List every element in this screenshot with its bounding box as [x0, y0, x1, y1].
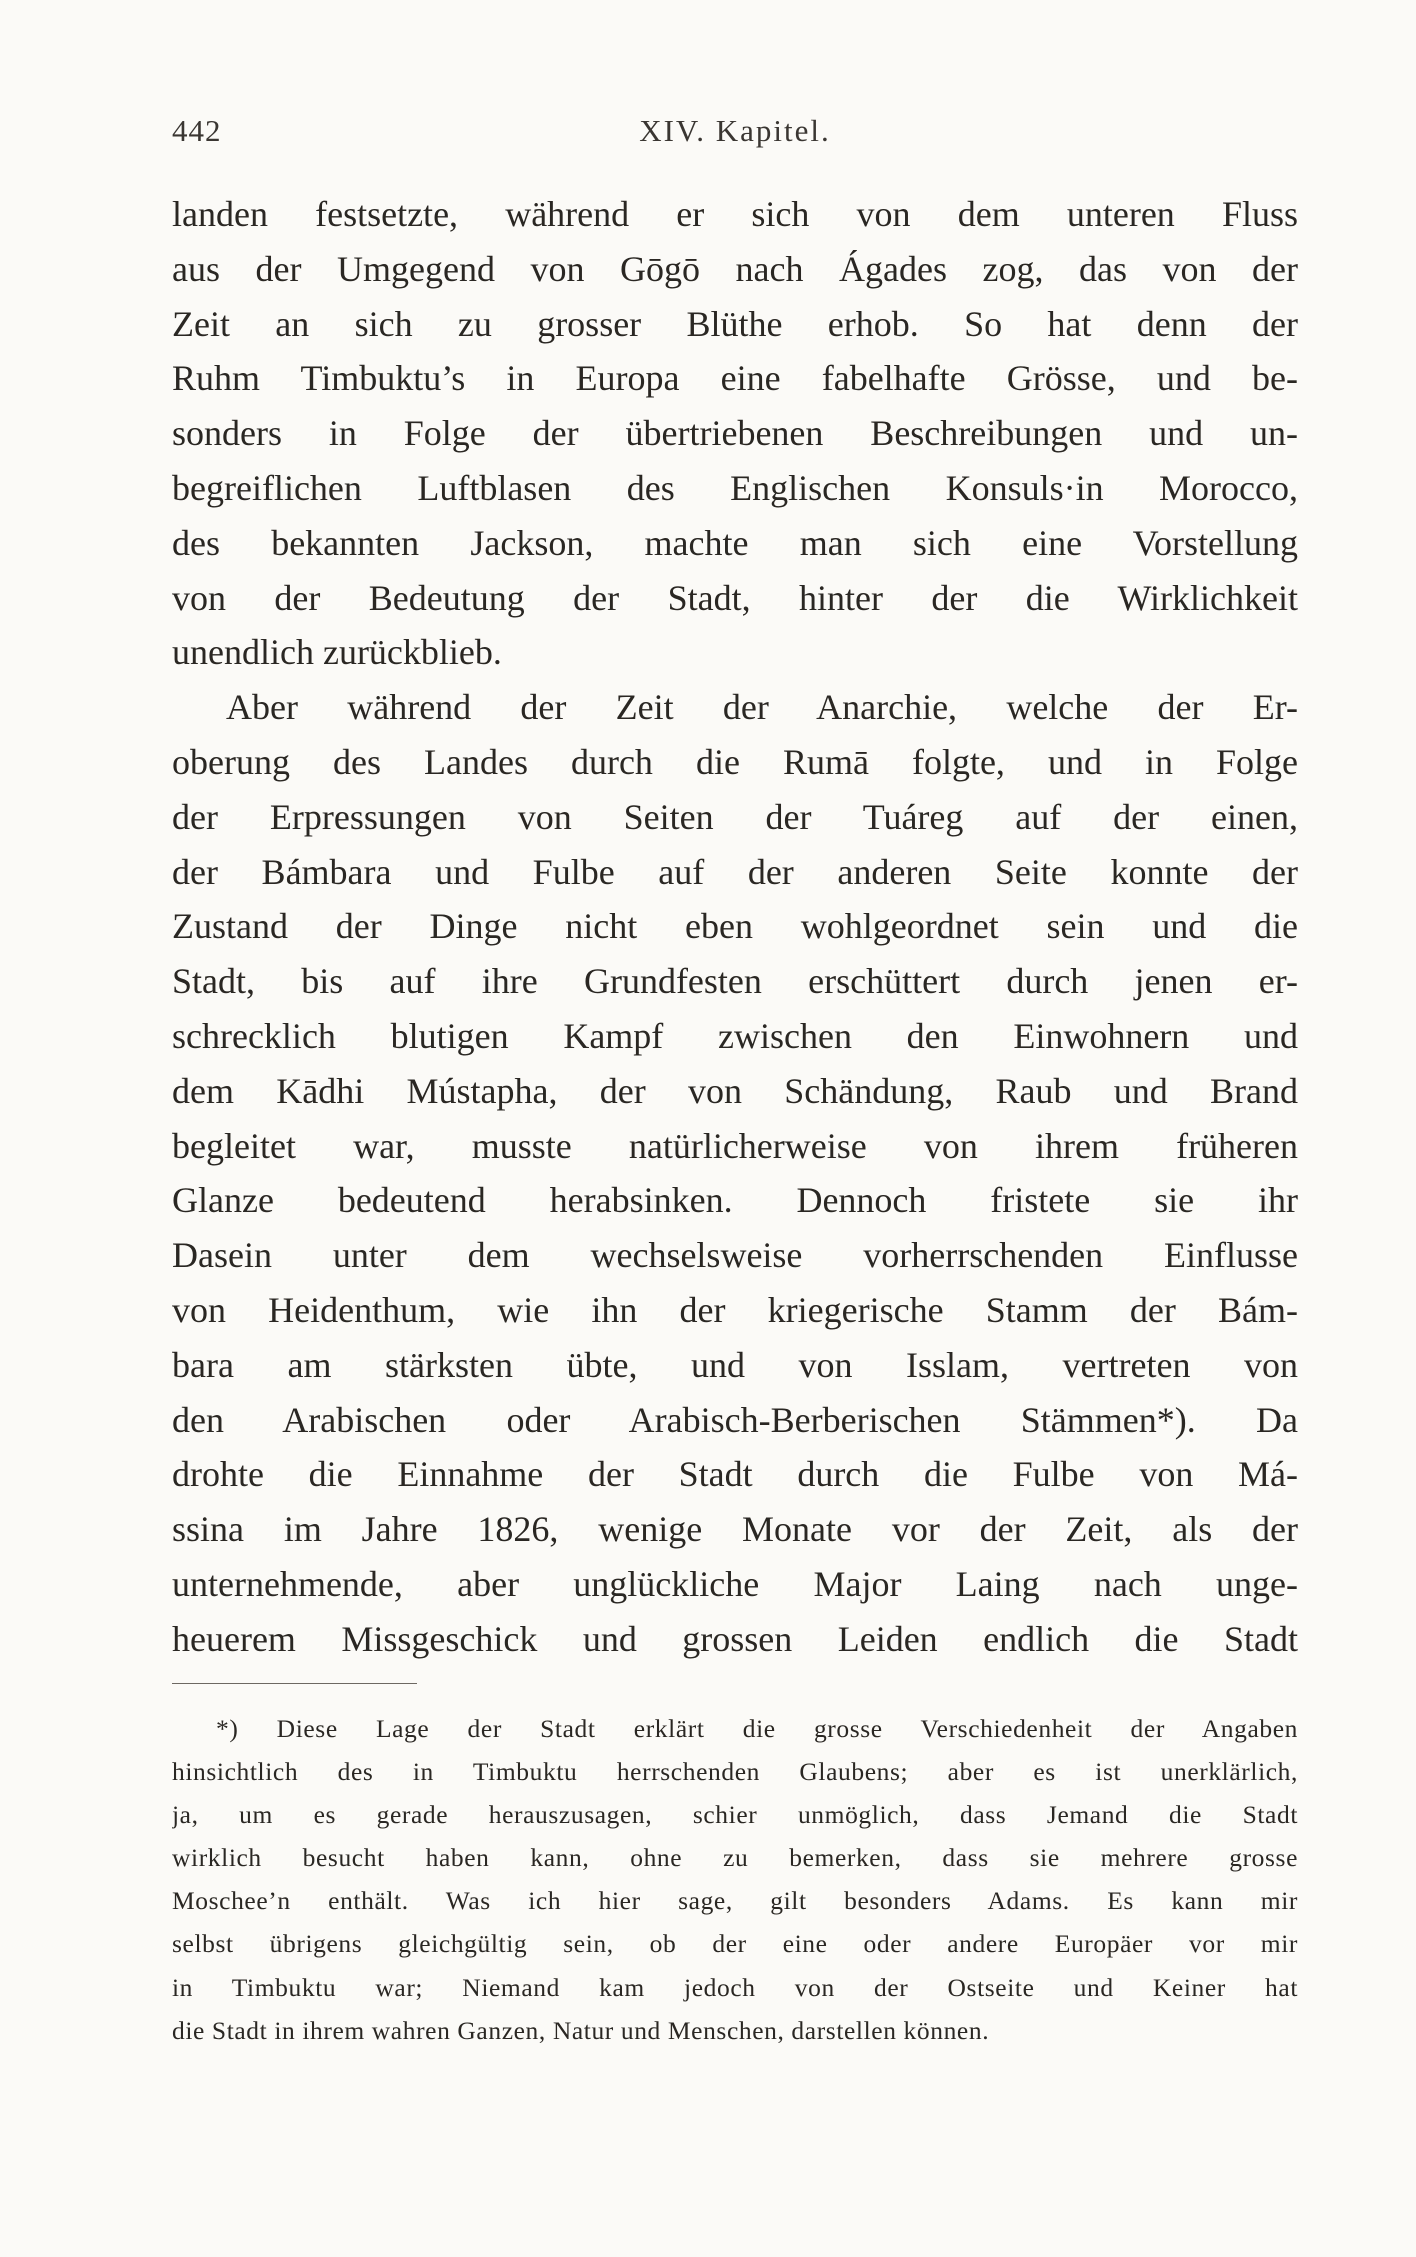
text-line: begreiflichen Luftblasen des Englischen Konsuls·in Morocco, — [172, 467, 1298, 508]
text-line: Aber während der Zeit der Anarchie, welche der Er- — [226, 687, 1298, 728]
text-line: Glanze bedeutend herabsinken. Dennoch fristete sie ihr — [172, 1180, 1298, 1221]
book-page — [172, 105, 1298, 2045]
text-line: aus der Umgegend von Gōgō nach Ágades zog, das von der — [172, 248, 1298, 289]
footnote-divider — [172, 1683, 417, 1684]
text-line: Ruhm Timbuktu’s in Europa eine fabelhafte Grösse, und be- — [172, 358, 1298, 399]
footnote-line: ja, um es gerade herauszusagen, schier unmöglich, dass Jemand die Stadt — [172, 1800, 1298, 1830]
text-line: Stadt, bis auf ihre Grundfesten erschüttert durch jenen er- — [172, 961, 1298, 1002]
text-line: Dasein unter dem wechselsweise vorherrschenden Einflusse — [172, 1235, 1298, 1276]
text-line: unendlich zurückblieb. — [172, 632, 502, 673]
text-line: landen festsetzte, während er sich von dem unteren Fluss — [172, 194, 1298, 234]
footnote-line: die Stadt in ihrem wahren Ganzen, Natur und Menschen, darstellen können. — [172, 2015, 990, 2045]
footnote-line: wirklich besucht haben kann, ohne zu bemerken, dass sie mehrere grosse — [172, 1843, 1298, 1873]
text-line: drohte die Einnahme der Stadt durch die Fulbe von Má- — [172, 1454, 1298, 1495]
main-text — [172, 187, 1298, 1667]
footnote-line: selbst übrigens gleichgültig sein, ob der eine oder andere Europäer vor mir — [172, 1929, 1298, 1959]
text-line: begleitet war, musste natürlicherweise von ihrem früheren — [172, 1125, 1298, 1166]
text-line: oberung des Landes durch die Rumā folgte, und in Folge — [172, 741, 1298, 782]
text-line: den Arabischen oder Arabisch-Berberischen Stämmen*). Da — [172, 1399, 1298, 1440]
text-line: ssina im Jahre 1826, wenige Monate vor der Zeit, als der — [172, 1509, 1298, 1550]
footnote-line: in Timbuktu war; Niemand kam jedoch von der Ostseite und Keiner hat — [172, 1972, 1298, 2002]
chapter-title: XIV. Kapitel. — [639, 113, 831, 148]
footnote-line: *) Diese Lage der Stadt erklärt die grosse Verschiedenheit der Angaben — [216, 1714, 1298, 1743]
text-line: von der Bedeutung der Stadt, hinter der die Wirklichkeit — [172, 577, 1298, 618]
text-line: des bekannten Jackson, machte man sich eine Vorstellung — [172, 522, 1298, 563]
text-line: Zustand der Dinge nicht eben wohlgeordnet sein und die — [172, 906, 1298, 947]
text-line: dem Kādhi Mústapha, der von Schändung, Raub und Brand — [172, 1070, 1298, 1111]
page-number: 442 — [172, 113, 222, 148]
footnote-line: hinsichtlich des in Timbuktu herrschenden Glaubens; aber es ist unerklärlich, — [172, 1757, 1298, 1787]
text-line: von Heidenthum, wie ihn der kriegerische Stamm der Bám- — [172, 1289, 1298, 1330]
text-line: sonders in Folge der übertriebenen Beschreibungen und un- — [172, 413, 1298, 454]
footnote-line: Moschee’n enthält. Was ich hier sage, gilt besonders Adams. Es kann mir — [172, 1886, 1298, 1916]
text-line: Zeit an sich zu grosser Blüthe erhob. So hat denn der — [172, 303, 1298, 344]
text-line: der Erpressungen von Seiten der Tuáreg auf der einen, — [172, 796, 1298, 837]
running-head — [172, 105, 1298, 165]
footnote — [172, 1707, 1298, 2052]
text-line: bara am stärksten übte, und von Isslam, vertreten von — [172, 1344, 1298, 1385]
text-line: unternehmende, aber unglückliche Major Laing nach unge- — [172, 1563, 1298, 1604]
text-line: heuerem Missgeschick und grossen Leiden endlich die Stadt — [172, 1618, 1298, 1659]
text-line: der Bámbara und Fulbe auf der anderen Seite konnte der — [172, 851, 1298, 892]
text-line: schrecklich blutigen Kampf zwischen den Einwohnern und — [172, 1015, 1298, 1056]
